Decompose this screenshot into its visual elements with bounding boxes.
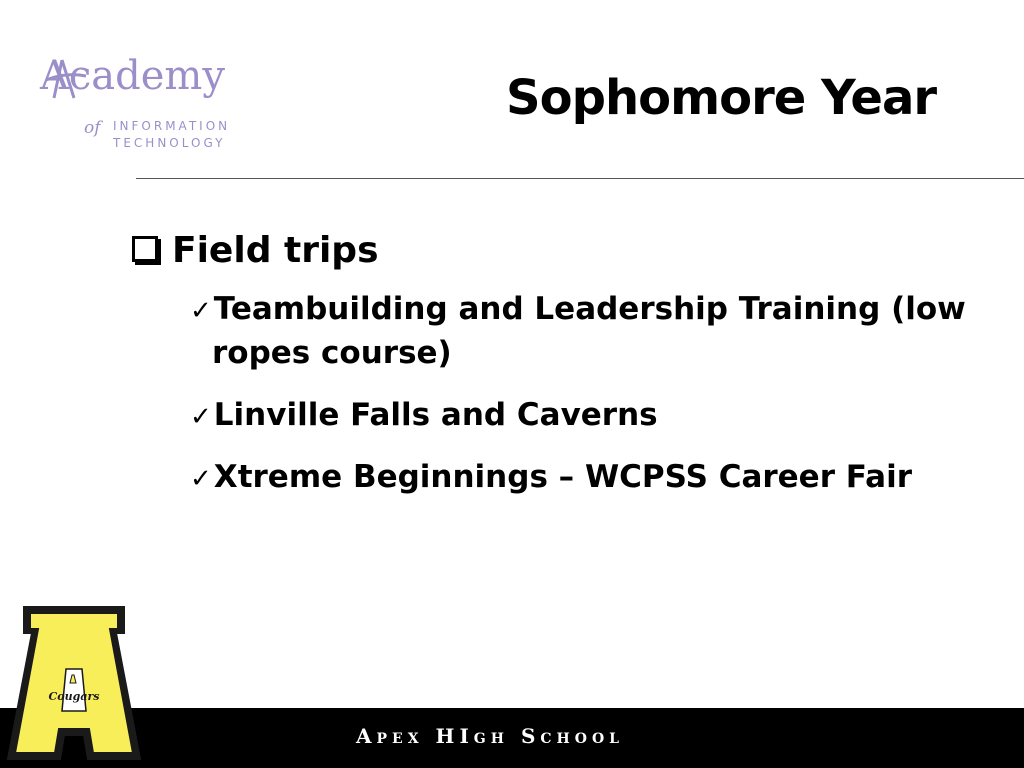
list-item [190, 455, 972, 499]
square-bullet-icon [132, 236, 158, 262]
list-item [190, 287, 972, 375]
footer-school-name: Apex HIgh School [356, 724, 624, 748]
title-divider [136, 178, 1024, 179]
logo-information: INFORMATION [113, 119, 231, 133]
list-item-text: Teambuilding and Leadership Training (low ropes course) [212, 291, 966, 372]
checkmark-icon: ✓ [190, 464, 212, 495]
apex-cougars-a-logo [6, 603, 142, 763]
logo-technology: TECHNOLOGY [113, 136, 226, 150]
checkmark-icon: ✓ [190, 402, 212, 433]
slide-content [132, 230, 972, 517]
slide-title: Sophomore Year [506, 70, 936, 126]
logo-academy-word: Academy [40, 53, 225, 99]
bullet-label: Field trips [172, 230, 379, 271]
list-item [190, 393, 972, 437]
academy-logo [40, 53, 250, 156]
cougars-logo-text: Cougars [48, 690, 100, 703]
bullet-field-trips [132, 230, 972, 271]
list-item-text: Linville Falls and Caverns [213, 397, 658, 434]
logo-of: of [84, 118, 101, 138]
list-item-text: Xtreme Beginnings – WCPSS Career Fair [213, 459, 912, 496]
checkmark-icon: ✓ [190, 296, 212, 326]
